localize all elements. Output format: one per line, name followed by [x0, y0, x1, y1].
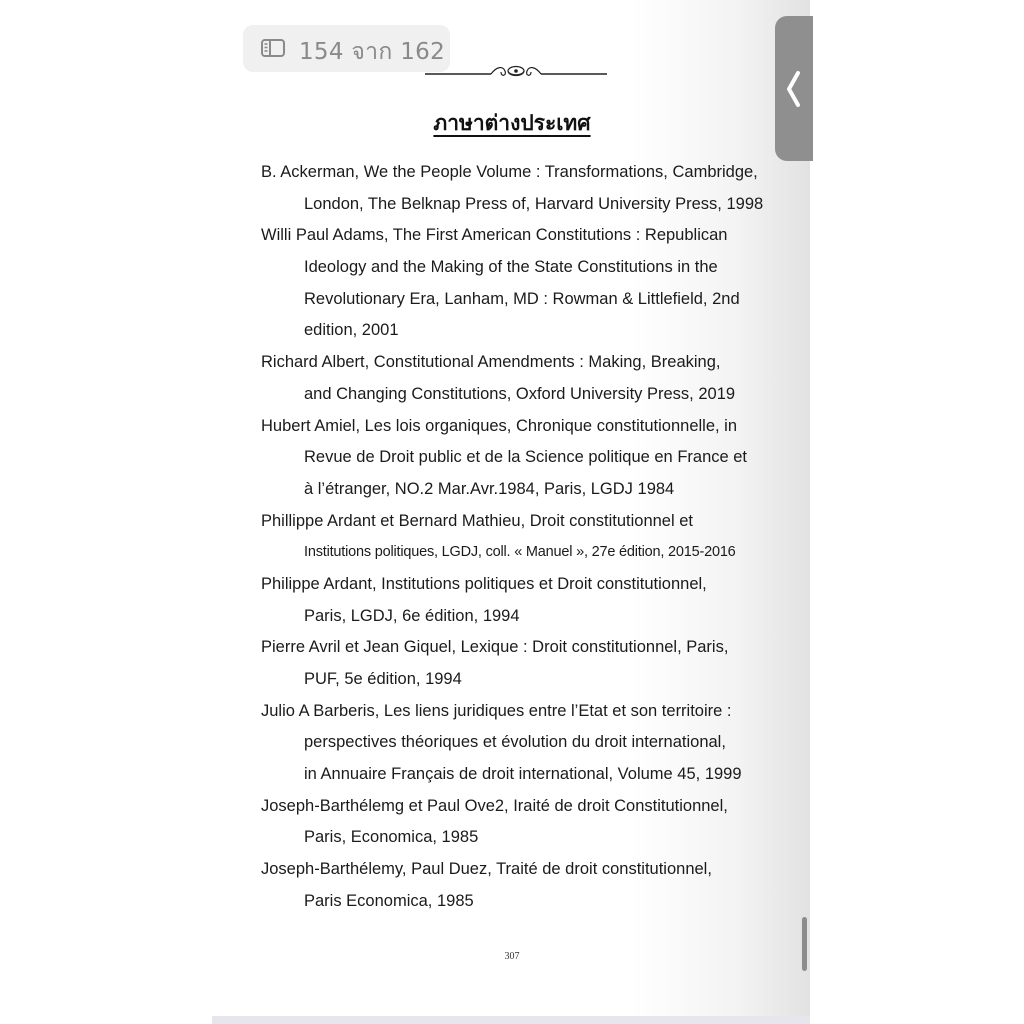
- reference-line: Paris, Economica, 1985: [304, 828, 479, 847]
- reference-line: B. Ackerman, We the People Volume : Transformations, Cambridge,: [261, 163, 758, 181]
- reference-line: edition, 2001: [304, 321, 399, 340]
- reference-line: Institutions politiques, LGDJ, coll. « Manuel », 27e édition, 2015-2016: [304, 544, 736, 561]
- reference-line: Philippe Ardant, Institutions politiques et Droit constitutionnel,: [261, 574, 707, 593]
- reference-line: and Changing Constitutions, Oxford University Press, 2019: [304, 384, 736, 403]
- collapse-panel-tab[interactable]: [775, 16, 813, 161]
- chevron-left-icon: [785, 71, 801, 107]
- scrollbar-thumb[interactable]: [802, 917, 807, 971]
- reference-list: [261, 157, 775, 918]
- reference-line: Paris Economica, 1985: [304, 891, 474, 910]
- reference-line: in Annuaire Français de droit international, Volume 45, 1999: [304, 765, 742, 784]
- reference-line: London, The Belknap Press of, Harvard University Press, 1998: [304, 194, 764, 213]
- reference-line: Paris, LGDJ, 6e édition, 1994: [304, 606, 520, 625]
- page-indicator[interactable]: [243, 25, 450, 72]
- reference-line: Julio A Barberis, Les liens juridiques entre l’Etat et son territoire :: [261, 701, 732, 720]
- section-heading: ภาษาต่างประเทศ: [433, 111, 591, 135]
- page-number: 307: [504, 951, 520, 962]
- reference-line: Revue de Droit public et de la Science politique en France et: [304, 448, 748, 467]
- reference-line: Hubert Amiel, Les lois organiques, Chronique constitutionnelle, in: [261, 416, 738, 435]
- reference-line: PUF, 5e édition, 1994: [304, 670, 462, 688]
- ornament-divider: [425, 60, 607, 82]
- reference-line: perspectives théoriques et évolution du droit international,: [304, 733, 726, 752]
- reference-line: Phillippe Ardant et Bernard Mathieu, Droit constitutionnel et: [261, 511, 693, 530]
- reference-line: Willi Paul Adams, The First American Constitutions : Republican: [261, 226, 728, 245]
- reference-line: Ideology and the Making of the State Constitutions in the: [304, 258, 718, 277]
- reference-line: Revolutionary Era, Lanham, MD : Rowman & Littlefield, 2nd: [304, 289, 740, 308]
- reference-line: Joseph-Barthélemy, Paul Duez, Traité de droit constitutionnel,: [261, 860, 712, 879]
- reference-line: à l’étranger, NO.2 Mar.Avr.1984, Paris, LGDJ 1984: [304, 479, 675, 498]
- reference-line: Pierre Avril et Jean Giquel, Lexique : Droit constitutionnel, Paris,: [261, 638, 729, 657]
- page-indicator-text: 154 จาก 162: [299, 39, 446, 65]
- book-icon: [261, 39, 285, 57]
- reference-line: Richard Albert, Constitutional Amendments : Making, Breaking,: [261, 353, 721, 372]
- reference-line: Joseph-Barthélemg et Paul Ove2, Iraité de droit Constitutionnel,: [261, 796, 728, 815]
- page-bottom-edge: [212, 1016, 810, 1024]
